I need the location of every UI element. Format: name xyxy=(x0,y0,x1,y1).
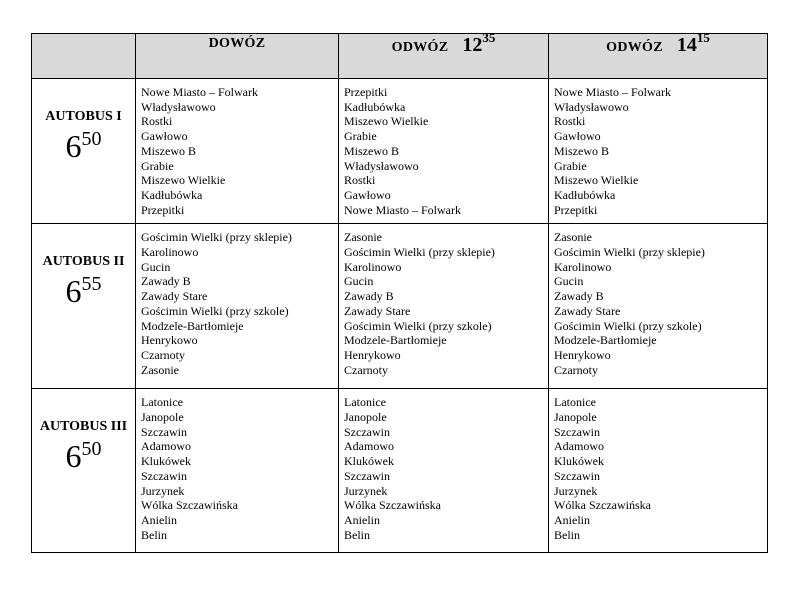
stop-item: Przepitki xyxy=(344,85,388,99)
stop-item: Latonice xyxy=(344,395,386,410)
stop-item: Gucin xyxy=(554,274,584,289)
stop-item: Wólka Szczawińska xyxy=(344,498,441,513)
stop-item: Rostki xyxy=(344,173,376,188)
stop-item: Przepitki xyxy=(141,202,185,217)
stop-item: Henrykowo xyxy=(344,347,401,362)
odwoz-1415-cell xyxy=(549,224,768,389)
stop-item: Władysławowo xyxy=(554,99,629,114)
stop-item: Nowe Miasto – Folwark xyxy=(554,85,671,99)
bus-departure-time xyxy=(32,274,135,308)
stop-item: Miszewo Wielkie xyxy=(344,114,429,129)
stop-item: Anielin xyxy=(141,512,177,527)
stop-item: Miszewo Wielkie xyxy=(554,173,639,188)
stop-item: Gościmin Wielki (przy sklepie) xyxy=(344,245,495,260)
bus-name: AUTOBUS III xyxy=(39,419,128,435)
dowoz-cell xyxy=(136,389,339,553)
stop-item: Władysławowo xyxy=(344,158,419,173)
odwoz-1235-cell xyxy=(339,389,549,553)
header-dowoz xyxy=(136,34,339,79)
bus-cell xyxy=(32,389,136,553)
stop-item: Latonice xyxy=(141,395,183,410)
bus-cell xyxy=(32,79,136,224)
stop-item: Adamowo xyxy=(141,439,191,454)
stop-item: Gościmin Wielki (przy sklepie) xyxy=(141,230,292,245)
header-odwoz-1235 xyxy=(339,30,549,79)
stop-item: Gościmin Wielki (przy szkole) xyxy=(554,318,702,333)
stop-item: Modzele-Bartłomieje xyxy=(141,318,244,333)
header-label: ODWÓZ xyxy=(391,40,449,55)
stop-item: Szczawin xyxy=(344,424,390,439)
stop-item: Grabie xyxy=(554,158,587,173)
header-time-hour: 14 xyxy=(676,34,697,56)
bus-row-3 xyxy=(32,389,768,553)
bus-time-minute: 50 xyxy=(81,128,102,150)
header-row xyxy=(32,34,768,79)
stop-list xyxy=(549,224,767,383)
stop-item: Gawłowo xyxy=(554,129,601,144)
stop-item: Gościmin Wielki (przy szkole) xyxy=(141,303,289,318)
stop-item: Gucin xyxy=(344,274,374,289)
bus-row-2 xyxy=(32,224,768,389)
stop-item: Zawady B xyxy=(554,289,604,304)
header-corner-cell xyxy=(32,34,136,79)
bus-time-hour: 6 xyxy=(65,273,82,310)
stop-item: Klukówek xyxy=(554,454,604,469)
bus-time-hour: 6 xyxy=(65,128,82,164)
stop-item: Jurzynek xyxy=(141,483,185,498)
stop-item: Kadłubówka xyxy=(344,99,406,114)
stop-item: Zawady Stare xyxy=(554,303,621,318)
stop-item: Zasonie xyxy=(141,362,179,377)
stop-item: Wólka Szczawińska xyxy=(141,498,238,513)
odwoz-1415-cell xyxy=(549,79,768,224)
stop-item: Anielin xyxy=(554,512,590,527)
stop-item: Belin xyxy=(344,527,370,542)
stop-item: Nowe Miasto – Folwark xyxy=(344,202,461,217)
header-time-hour: 12 xyxy=(462,34,483,56)
stop-item: Rostki xyxy=(554,114,586,129)
stop-item: Klukówek xyxy=(344,454,394,469)
header-time-minute: 35 xyxy=(482,30,496,45)
stop-item: Janopole xyxy=(141,410,184,425)
stop-item: Zawady B xyxy=(141,274,191,289)
stop-item: Zasonie xyxy=(344,230,382,245)
header-label: DOWÓZ xyxy=(208,36,266,51)
stop-item: Adamowo xyxy=(554,439,604,454)
bus-departure-time xyxy=(32,129,135,163)
bus-name: AUTOBUS I xyxy=(45,109,122,124)
stop-item: Gawłowo xyxy=(344,187,391,202)
stop-list xyxy=(136,389,338,548)
stop-item: Jurzynek xyxy=(344,483,388,498)
stop-item: Czarnoty xyxy=(554,362,598,377)
stop-item: Adamowo xyxy=(344,439,394,454)
bus-cell xyxy=(32,224,136,389)
header-time xyxy=(676,30,710,56)
stop-item: Modzele-Bartłomieje xyxy=(554,333,657,348)
stop-list xyxy=(339,79,548,223)
stop-item: Grabie xyxy=(344,129,377,144)
dowoz-cell xyxy=(136,224,339,389)
stop-item: Szczawin xyxy=(554,468,600,483)
stop-item: Gucin xyxy=(141,259,171,274)
stop-item: Przepitki xyxy=(554,202,598,217)
header-time xyxy=(462,30,496,56)
stop-item: Czarnoty xyxy=(141,347,185,362)
header-time-minute: 15 xyxy=(696,30,710,45)
stop-item: Gościmin Wielki (przy sklepie) xyxy=(554,245,705,260)
stop-item: Janopole xyxy=(344,410,387,425)
stop-item: Miszewo Wielkie xyxy=(141,173,226,188)
stop-item: Zasonie xyxy=(554,230,592,245)
stop-item: Czarnoty xyxy=(344,362,388,377)
stop-item: Miszewo B xyxy=(554,143,609,158)
stop-item: Szczawin xyxy=(554,424,600,439)
stop-item: Kadłubówka xyxy=(141,187,203,202)
stop-item: Modzele-Bartłomieje xyxy=(344,333,447,348)
stop-item: Belin xyxy=(141,527,167,542)
stop-item: Miszewo B xyxy=(141,143,196,158)
stop-list xyxy=(136,79,338,223)
stop-item: Klukówek xyxy=(141,454,191,469)
stop-item: Karolinowo xyxy=(141,245,199,260)
stop-list xyxy=(136,224,338,383)
stop-item: Kadłubówka xyxy=(554,187,616,202)
bus-name: AUTOBUS II xyxy=(42,254,125,270)
stop-item: Karolinowo xyxy=(344,259,402,274)
bus-time-minute: 50 xyxy=(81,438,102,461)
stop-item: Karolinowo xyxy=(554,259,612,274)
stop-list xyxy=(549,389,767,548)
stop-item: Gawłowo xyxy=(141,129,188,144)
stop-item: Miszewo B xyxy=(344,143,399,158)
stop-item: Szczawin xyxy=(344,468,390,483)
odwoz-1235-cell xyxy=(339,79,549,224)
stop-item: Zawady Stare xyxy=(344,303,411,318)
stop-item: Latonice xyxy=(554,395,596,410)
odwoz-1235-cell xyxy=(339,224,549,389)
stop-item: Władysławowo xyxy=(141,99,216,114)
stop-item: Rostki xyxy=(141,114,173,129)
odwoz-1415-cell xyxy=(549,389,768,553)
bus-row-1 xyxy=(32,79,768,224)
stop-item: Henrykowo xyxy=(554,347,611,362)
stop-item: Jurzynek xyxy=(554,483,598,498)
stop-item: Grabie xyxy=(141,158,174,173)
stop-item: Gościmin Wielki (przy szkole) xyxy=(344,318,492,333)
stop-item: Anielin xyxy=(344,512,380,527)
stop-item: Nowe Miasto – Folwark xyxy=(141,85,258,99)
stop-item: Zawady B xyxy=(344,289,394,304)
bus-time-hour: 6 xyxy=(65,438,82,475)
bus-time-minute: 55 xyxy=(81,273,102,296)
stop-item: Szczawin xyxy=(141,424,187,439)
stop-item: Belin xyxy=(554,527,580,542)
stop-item: Wólka Szczawińska xyxy=(554,498,651,513)
bus-schedule-table xyxy=(31,30,768,553)
stop-list xyxy=(549,79,767,223)
bus-departure-time xyxy=(32,439,135,473)
stop-list xyxy=(339,224,548,383)
dowoz-cell xyxy=(136,79,339,224)
stop-item: Zawady Stare xyxy=(141,289,208,304)
stop-item: Janopole xyxy=(554,410,597,425)
header-label: ODWÓZ xyxy=(606,40,663,55)
header-odwoz-1415 xyxy=(549,30,768,79)
stop-item: Szczawin xyxy=(141,468,187,483)
stop-list xyxy=(339,389,548,548)
stop-item: Henrykowo xyxy=(141,333,198,348)
